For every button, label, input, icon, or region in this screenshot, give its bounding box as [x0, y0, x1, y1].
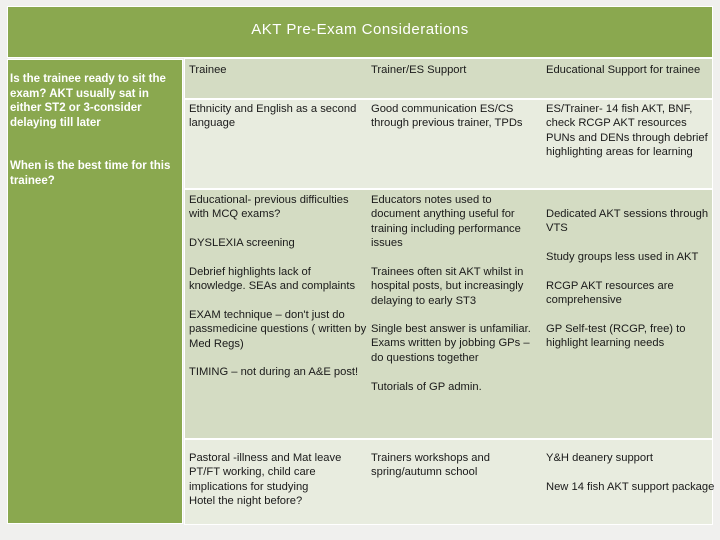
- sidebar-question-ready: Is the trainee ready to sit the exam? AKT usually sat in either ST2 or 3-consider delaying till later: [10, 73, 166, 129]
- table-row: [184, 439, 713, 525]
- cell-trainer-communication: Good communication ES/CS through previous trainer, TPDs: [371, 103, 523, 130]
- cell-trainee-pastoral: [189, 451, 367, 509]
- title-bar: [7, 6, 713, 58]
- sidebar-question-timing: When is the best time for this trainee?: [10, 160, 171, 187]
- cell-trainer-single-best-answer: Single best answer is unfamiliar. Exams written by jobbing GPs – do questions together: [371, 323, 531, 364]
- cell-educational-self-test: GP Self-test (RCGP, free) to highlight learning needs: [546, 323, 686, 350]
- pastoral-text: Pastoral -illness and Mat leave PT/FT working, child care implications for studying Hotel the night before?: [189, 452, 342, 508]
- cell-educational-deanery: Y&H deanery support: [546, 452, 653, 464]
- cell-trainee-ethnicity: Ethnicity and English as a second language: [189, 103, 357, 130]
- page-title: AKT Pre-Exam Considerations: [251, 21, 469, 38]
- cell-educational-package: New 14 fish AKT support package: [546, 481, 715, 493]
- cell-educational-study-groups: Study groups less used in AKT: [546, 251, 699, 263]
- cell-trainee-debrief: Debrief highlights lack of knowledge. SEAs and complaints: [189, 266, 356, 293]
- cell-trainer-workshops: Trainers workshops and spring/autumn school: [371, 452, 490, 479]
- header-educational: Educational Support for trainee: [546, 64, 701, 76]
- table-row: [184, 189, 713, 439]
- header-trainer: Trainer/ES Support: [371, 64, 467, 76]
- cell-educational-resources: ES/Trainer- 14 fish AKT, BNF, check RCGP AKT resources PUNs and DENs through debrief highlighting areas for learning: [546, 103, 708, 159]
- cell-trainee-dyslexia: DYSLEXIA screening: [189, 237, 295, 249]
- cell-trainee-exam-technique: EXAM technique – don't just do passmedicine questions ( written by Med Regs): [189, 309, 367, 350]
- table-row-header: [184, 58, 713, 99]
- header-trainee: Trainee: [189, 64, 227, 76]
- cell-educational-rcgp-resources: RCGP AKT resources are comprehensive: [546, 280, 674, 307]
- sidebar: [7, 59, 183, 524]
- cell-educational-sessions: Dedicated AKT sessions through VTS: [546, 208, 709, 235]
- cell-trainee-educational: Educational- previous difficulties with MCQ exams?: [189, 194, 349, 221]
- table-row: [184, 99, 713, 189]
- cell-trainer-notes: Educators notes used to document anything useful for training including performance issues: [371, 194, 521, 250]
- cell-trainee-timing: TIMING – not during an A&E post!: [189, 366, 359, 378]
- cell-trainer-hospital-posts: Trainees often sit AKT whilst in hospital posts, but increasingly delaying to early ST3: [371, 266, 524, 307]
- cell-trainer-tutorials: Tutorials of GP admin.: [371, 381, 482, 393]
